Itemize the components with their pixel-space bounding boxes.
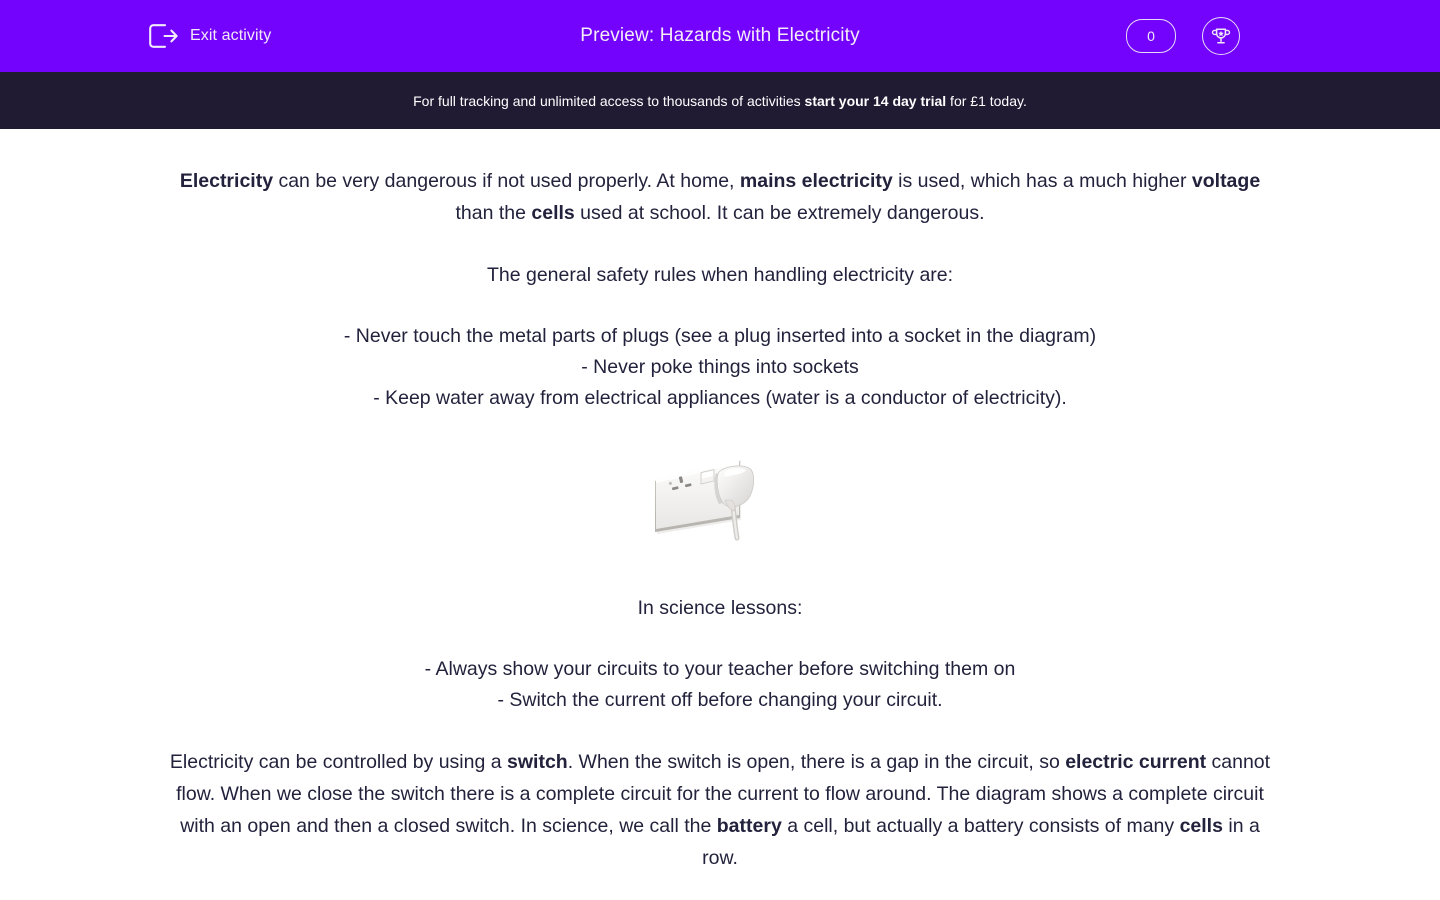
- switch-bold-battery: battery: [716, 815, 782, 837]
- switch-text-3: cannot flow. When we close the switch there is a complete circuit for the current to flow around. The diagram shows a complete circuit with an open and then a closed switch. In science, we call the: [176, 751, 1271, 837]
- plug-in-socket-photo: [645, 446, 795, 546]
- spacer: [0, 716, 1440, 746]
- switch-text-4: a cell, but actually a battery consists of many: [781, 815, 1180, 837]
- trial-promo-banner[interactable]: [0, 72, 1440, 129]
- intro-text-3: than the: [455, 202, 532, 224]
- score-value: 0: [1147, 28, 1155, 44]
- trophy-icon: [1210, 25, 1232, 47]
- intro-text-2: is used, which has a much higher: [892, 170, 1192, 192]
- spacer: [0, 229, 1440, 259]
- spacer: [0, 560, 1440, 592]
- science-lessons-heading: In science lessons:: [637, 597, 803, 619]
- switch-text-5: in a row.: [702, 815, 1260, 869]
- promo-trial-link[interactable]: start your 14 day trial: [804, 92, 947, 109]
- switch-bold-switch: switch: [507, 751, 568, 773]
- intro-bold-electricity: Electricity: [179, 170, 274, 192]
- safety-rule-item: - Never touch the metal parts of plugs (see a plug inserted into a socket in the diagram): [343, 325, 1097, 347]
- intro-paragraph: [160, 165, 1280, 229]
- intro-bold-mains-electricity: mains electricity: [739, 170, 893, 192]
- spacer: [0, 624, 1440, 654]
- switch-bold-electric-current: electric current: [1065, 751, 1207, 773]
- header-actions: [1126, 0, 1240, 72]
- intro-text-4: used at school. It can be extremely dangerous.: [574, 202, 985, 224]
- score-badge[interactable]: [1126, 19, 1176, 53]
- promo-tail-text: for £1 today.: [946, 92, 1027, 109]
- intro-bold-cells: cells: [531, 202, 575, 224]
- switch-bold-cells: cells: [1179, 815, 1223, 837]
- trophy-button[interactable]: [1202, 17, 1240, 55]
- app-header: [0, 0, 1440, 72]
- page-title: Preview: Hazards with Electricity: [580, 25, 860, 46]
- safety-rule-item: - Never poke things into sockets: [581, 356, 859, 378]
- science-rule-item: - Switch the current off before changing your circuit.: [497, 689, 943, 711]
- switch-text-2: . When the switch is open, there is a gap in the circuit, so: [567, 751, 1066, 773]
- safety-rules-list: [120, 321, 1320, 414]
- exit-activity-label: Exit activity: [190, 27, 272, 44]
- spacer: [0, 291, 1440, 321]
- switch-paragraph: [160, 746, 1280, 874]
- trial-promo-text: [413, 93, 1027, 109]
- promo-lead-text: For full tracking and unlimited access to thousands of activities: [413, 92, 805, 109]
- science-rule-item: - Always show your circuits to your teacher before switching them on: [424, 658, 1016, 680]
- figure-container: [0, 446, 1440, 546]
- safety-rules-heading: The general safety rules when handling electricity are:: [486, 264, 954, 286]
- science-rules-list: [120, 654, 1320, 716]
- intro-bold-voltage: voltage: [1191, 170, 1261, 192]
- intro-text-1: can be very dangerous if not used properly. At home,: [273, 170, 740, 192]
- switch-text-1: Electricity can be controlled by using a: [169, 751, 508, 773]
- activity-content: [0, 129, 1440, 874]
- safety-rule-item: - Keep water away from electrical appliances (water is a conductor of electricity).: [373, 387, 1067, 409]
